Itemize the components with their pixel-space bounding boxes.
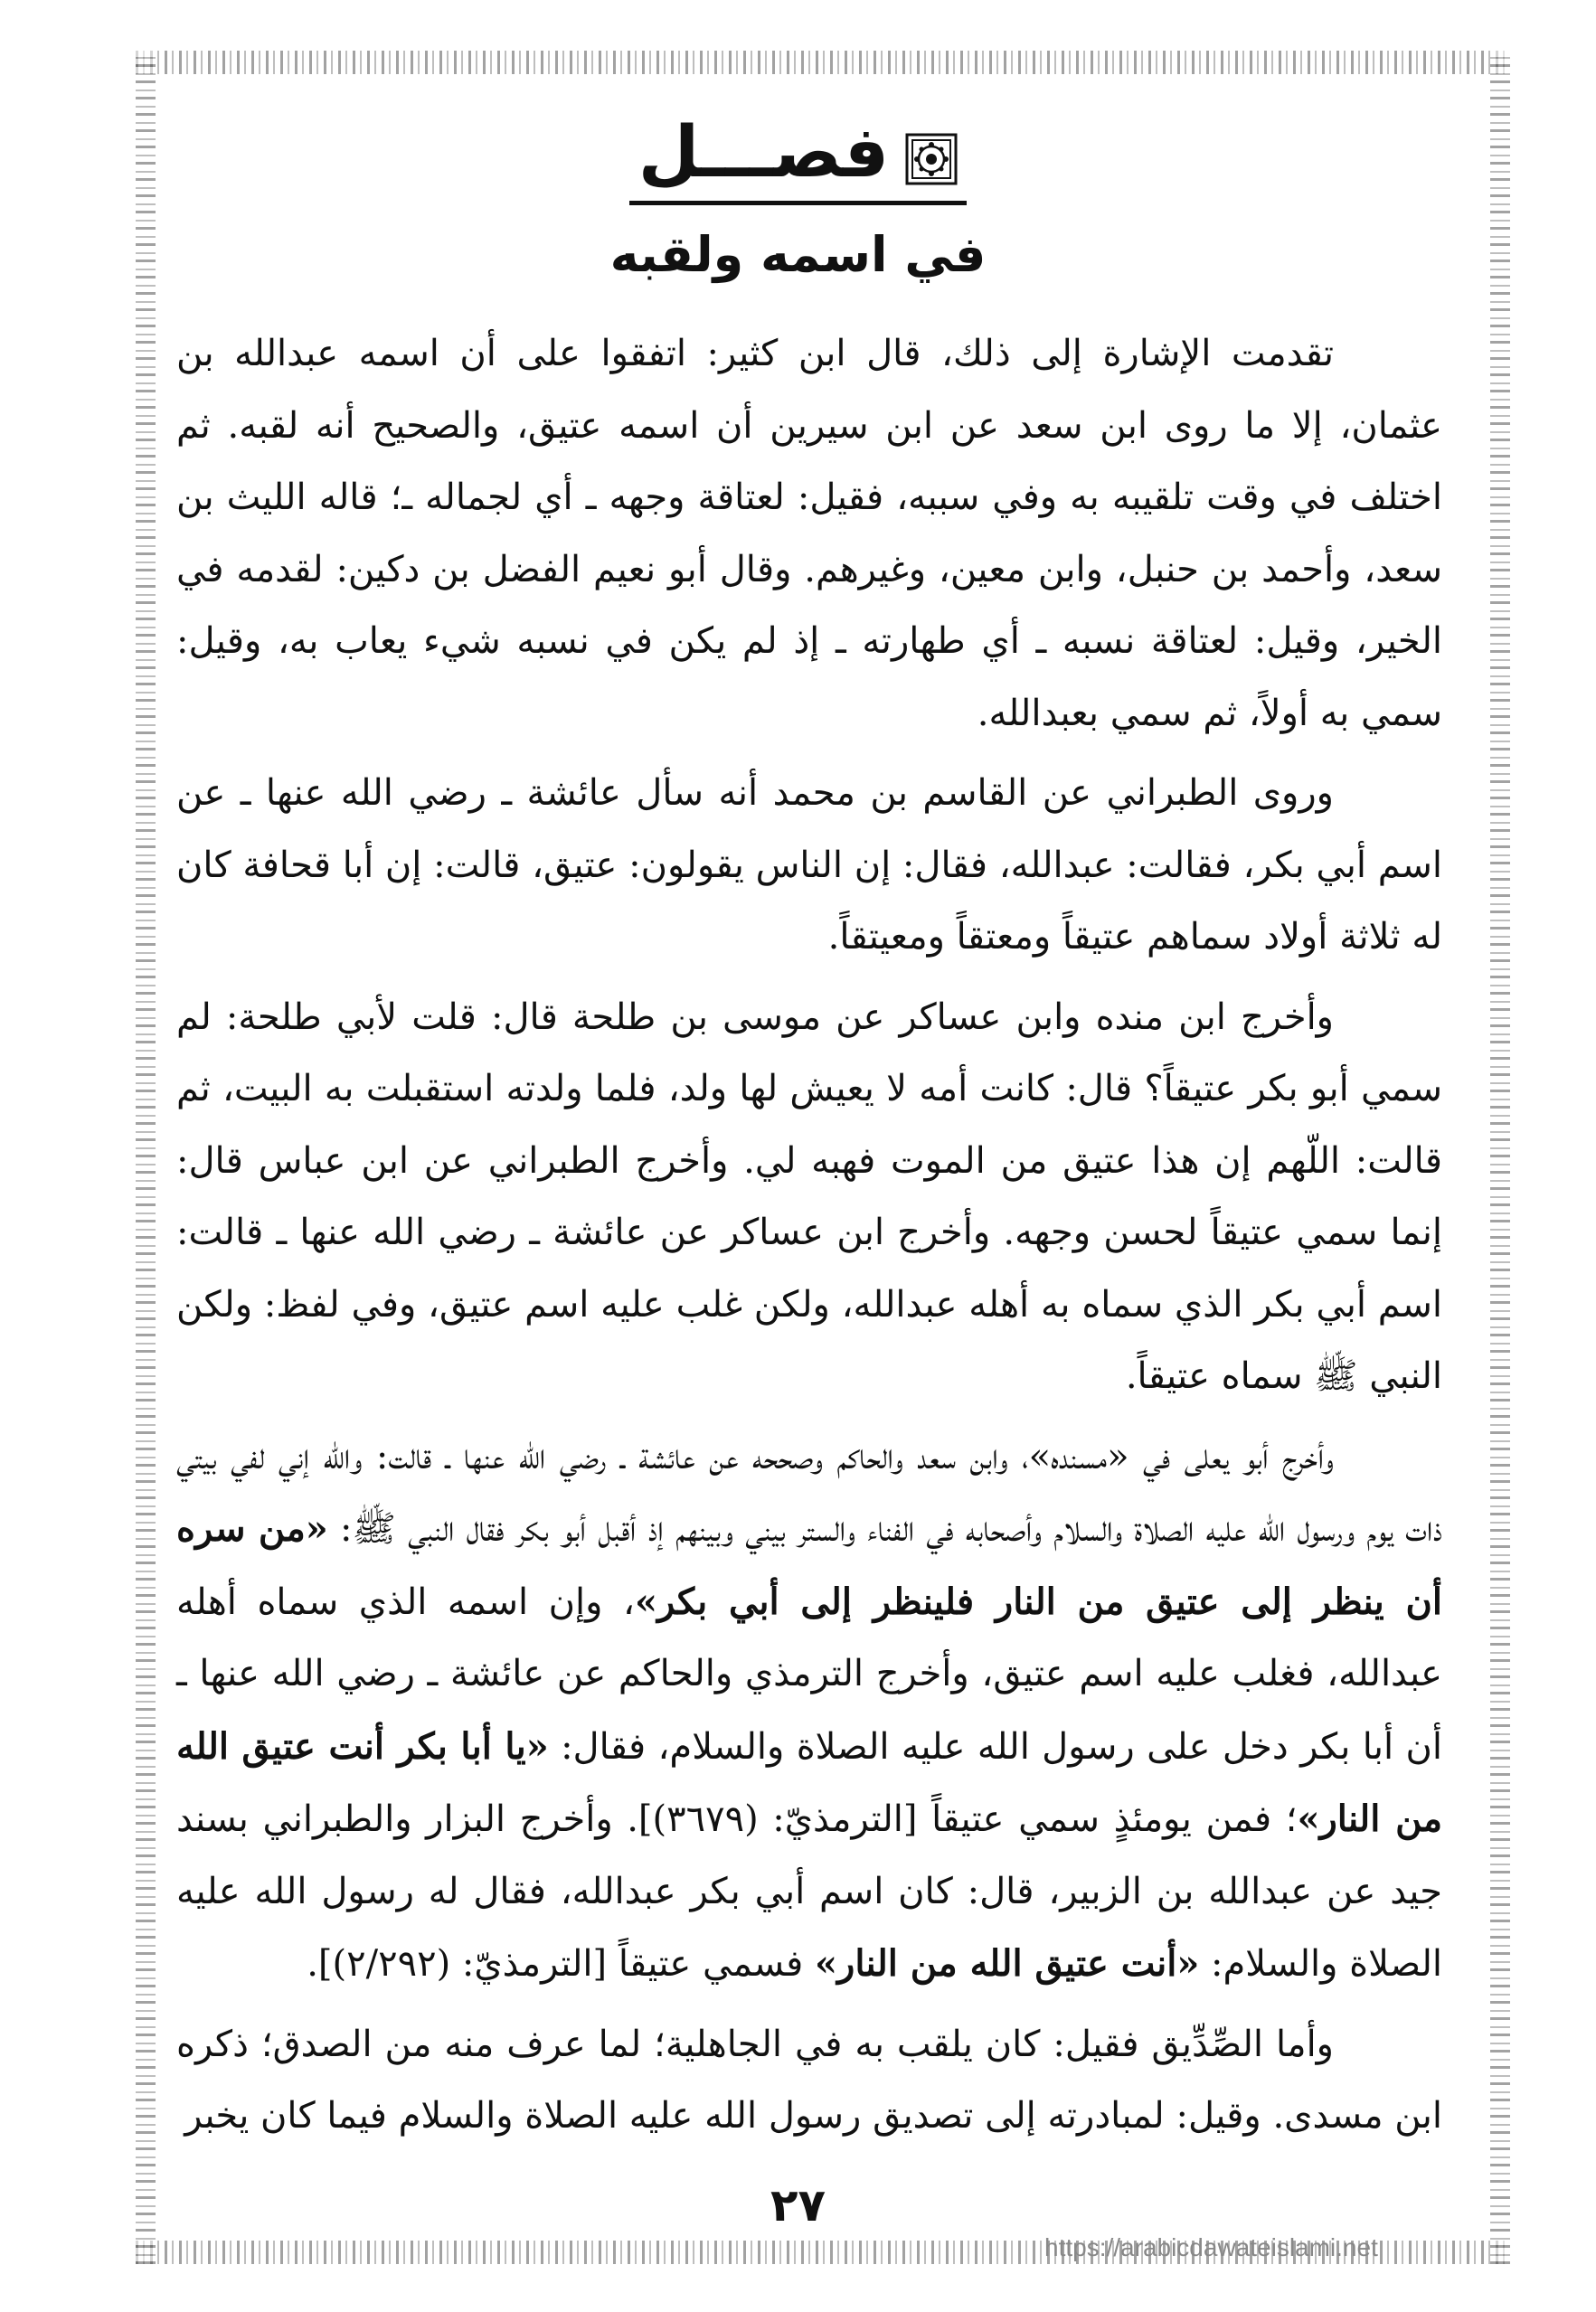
decorative-border-left xyxy=(136,51,156,2264)
section-heading xyxy=(629,112,968,205)
hadith-quote: «أنت عتيق الله من النار» xyxy=(815,1942,1200,1985)
decorative-border-top xyxy=(136,51,1510,74)
paragraph xyxy=(176,2009,1442,2153)
page-number: ٢٧ xyxy=(770,2179,826,2232)
paragraph-text: وأخرج ابن منده وابن عساكر عن موسى بن طلحة قال: قلت لأبي طلحة: لم سمي أبو بكر عتيقاً؟ قال: كانت أمه لا يعيش لها ولد، فلما ولدته استقبلت به البيت، ثم قالت: اللّهم إن هذا عتيق من الموت فهبه لي. وأخرج الطبراني عن ابن عباس قال: إنما سمي عتيقاً لحسن وجهه. وأخرج ابن عساكر عن عائشة ـ رضي الله عنها ـ قالت: اسم أبي بكر الذي سماه به أهله عبدالله، ولكن غلب عليه اسم عتيق، وفي لفظ: ولكن النبي ﷺ سماه عتيقاً. xyxy=(176,996,1442,1397)
body-text xyxy=(176,318,1442,2161)
paragraph-text: فسمي عتيقاً [الترمذيّ: (٢/٢٩٢)]. xyxy=(307,1943,815,1985)
section-subheading: في اسمه ولقبه xyxy=(609,226,987,283)
hadith-quote: «يا أبا بكر أنت عتيق الله من النار» xyxy=(176,1724,1442,1840)
heading-text: فصـــل xyxy=(637,112,890,193)
paragraph-text: وأخرج أبو يعلى في «مسنده»، وابن سعد والحاكم وصححه عن عائشة ـ رضي الله عنها ـ قالت: والله إني لفي بيتي ذات يوم ورسول الله عليه الصلاة والسلام وأصحابه في الفناء والستر بيني وبينهم إذ أقبل أبو بكر فقال النبي ﷺ: xyxy=(176,1435,1443,1550)
paragraph-text: وروى الطبراني عن القاسم بن محمد أنه سأل عائشة ـ رضي الله عنها ـ عن اسم أبي بكر، فقالت: عبدالله، فقال: إن الناس يقولون: عتيق، قالت: إن أبا قحافة كان له ثلاثة أولاد سماهم عتيقاً ومعتقاً ومعيتقاً. xyxy=(176,772,1442,958)
paragraph-text: وأما الصِّدِّيق فقيل: كان يلقب به في الجاهلية؛ لما عرف منه من الصدق؛ ذكره ابن مسدى. وقيل: لمبادرته إلى تصديق رسول الله عليه الصلاة والسلام فيما كان يخبر xyxy=(176,2023,1442,2137)
ornament-icon xyxy=(905,127,958,179)
paragraph xyxy=(176,758,1442,974)
paragraph xyxy=(176,982,1442,1413)
hadith-quote: «من سره أن ينظر إلى عتيق من النار فلينظر إلى أبي بكر» xyxy=(176,1507,1442,1623)
paragraph-text: ؛ فمن يومئذٍ سمي عتيقاً [الترمذيّ: (٣٦٧٩)]. وأخرج البزار والطبراني بسند جيد عن عبدالله بن الزبير، قال: كان اسم أبي بكر عبدالله، فقال له رسول الله عليه الصلاة والسلام: xyxy=(176,1798,1442,1985)
paragraph xyxy=(176,318,1442,750)
decorative-border-right xyxy=(1490,51,1510,2264)
paragraph xyxy=(176,1421,1442,2001)
paragraph-text: تقدمت الإشارة إلى ذلك، قال ابن كثير: اتفقوا على أن اسمه عبدالله بن عثمان، إلا ما روى ابن سعد عن ابن سيرين أن اسمه عتيق، والصحيح أنه لقبه. ثم اختلف في وقت تلقيبه به وفي سببه، فقيل: لعتاقة وجهه ـ أي لجماله ـ؛ قاله الليث بن سعد، وأحمد بن حنبل، وابن معين، وغيرهم. وقال أبو نعيم الفضل بن دكين: لقدمه في الخير، وقيل: لعتاقة نسبه ـ أي طهارته ـ إذ لم يكن في نسبه شيء يعاب به، وقيل: سمي به أولاً، ثم سمي بعبدالله. xyxy=(176,333,1442,734)
watermark-url: https://arabicdawateislami.net xyxy=(1044,2233,1378,2261)
paragraph-text: ، وإن اسمه الذي سماه أهله عبدالله، فغلب عليه اسم عتيق، وأخرج الترمذي والحاكم عن عائشة ـ رضي الله عنها ـ أن أبا بكر دخل على رسول الله عليه الصلاة والسلام، فقال: xyxy=(176,1581,1442,1768)
heading-container xyxy=(0,112,1596,205)
